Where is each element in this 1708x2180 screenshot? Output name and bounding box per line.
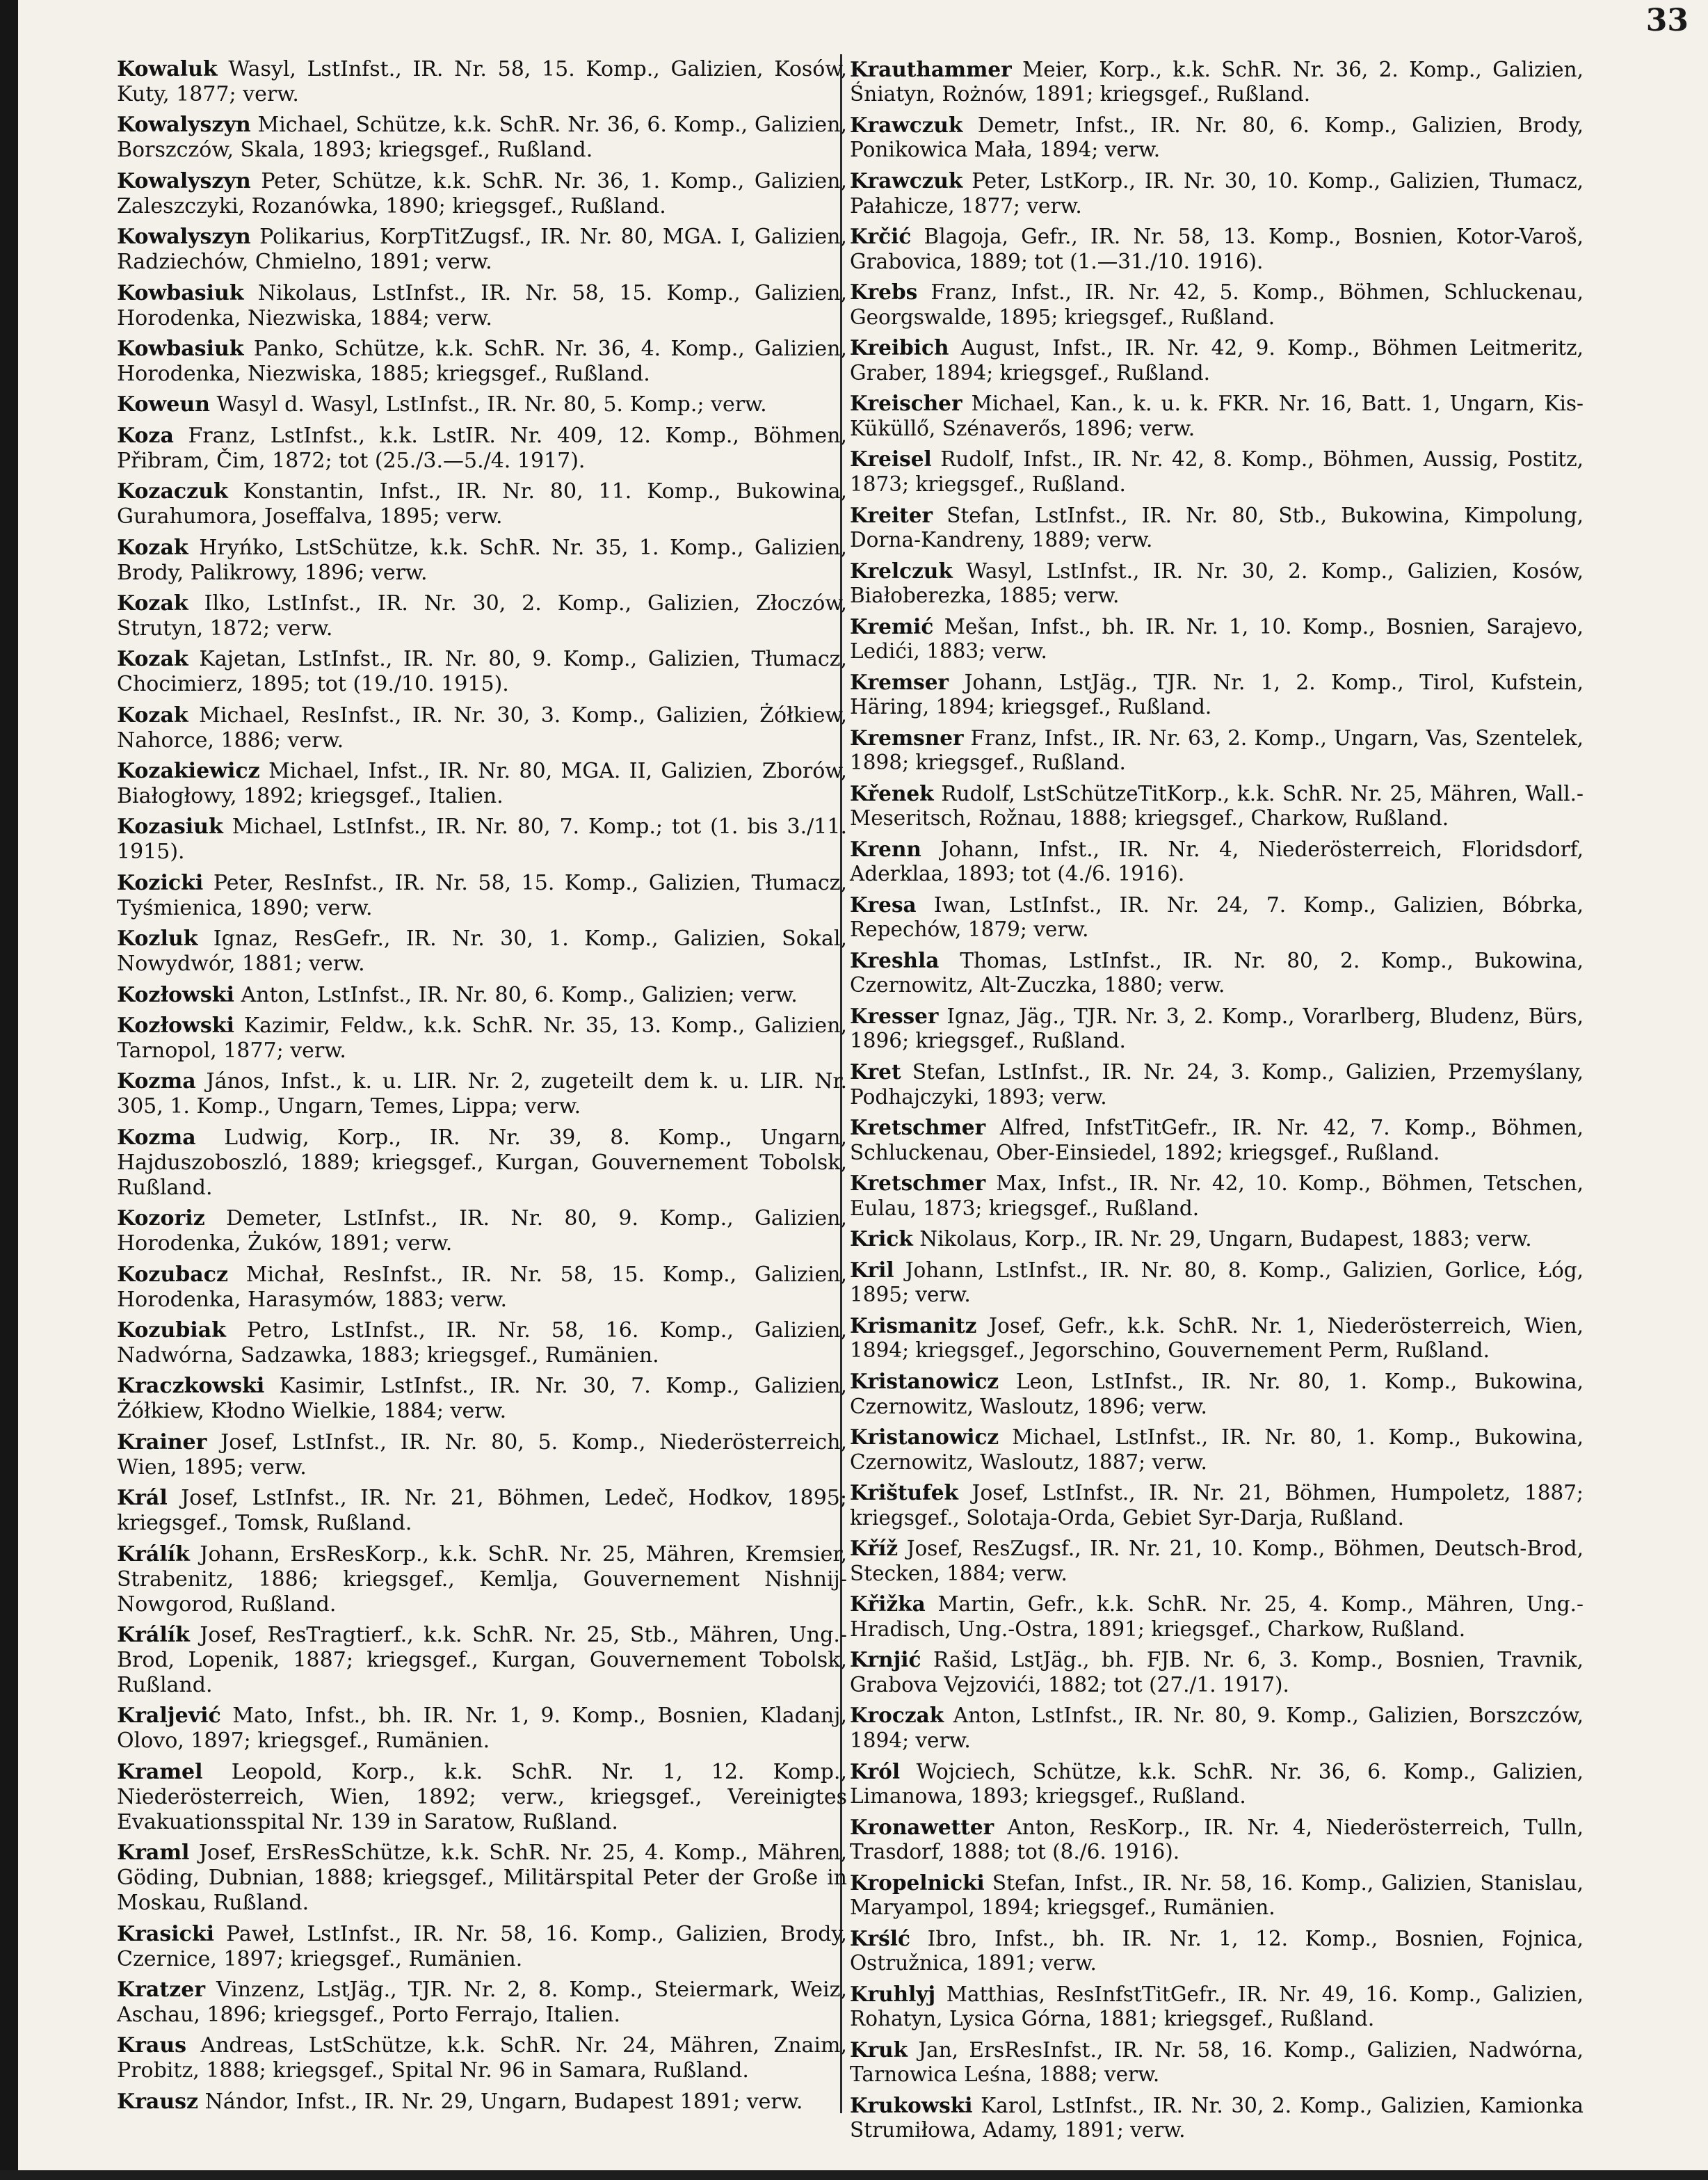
list-item — [117, 392, 847, 417]
entry-surname: Kroczak — [850, 1703, 944, 1728]
entry-details: Johann, LstInfst., IR. Nr. 80, 8. Komp., Galizien, Gorlice, Łóg, 1895; verw. — [850, 1258, 1584, 1307]
entry-surname: Kowbasiuk — [117, 336, 244, 361]
left-column — [117, 57, 847, 2120]
list-item — [117, 1374, 847, 1424]
entry-details: Wasyl, LstInfst., IR. Nr. 58, 15. Komp., Galizien, Kosów, Kuty, 1877; verw. — [117, 57, 847, 106]
entry-details: Franz, Infst., IR. Nr. 42, 5. Komp., Böhmen, Schluckenau, Georgswalde, 1895; kriegsgef., Rußland. — [850, 280, 1584, 329]
entry-surname: Kremsner — [850, 725, 964, 750]
entry-surname: Kozoriz — [117, 1206, 205, 1231]
list-item — [850, 1759, 1584, 1809]
entry-details: Polikarius, KorpTitZugsf., IR. Nr. 80, MGA. I, Galizien, Radziechów, Chmielno, 1891; verw. — [117, 225, 847, 275]
entry-details: Michał, ResInfst., IR. Nr. 58, 15. Komp., Galizien, Horodenka, Harasymów, 1883; verw. — [117, 1262, 847, 1312]
entry-surname: Kowalyszyn — [117, 113, 251, 138]
entry-details: Michael, Schütze, k.k. SchR. Nr. 36, 6. Komp., Galizien, Borszczów, Skala, 1893; kriegsgef., Rußland. — [117, 113, 847, 163]
entry-surname: Kreischer — [850, 391, 962, 416]
entry-details: Michael, LstInfst., IR. Nr. 80, 1. Komp., Bukowina, Czernowitz, Wasloutz, 1887; verw. — [850, 1425, 1584, 1474]
entry-surname: Kozubacz — [117, 1262, 228, 1287]
entry-details: Anton, ResKorp., IR. Nr. 4, Niederösterreich, Tulln, Trasdorf, 1888; tot (8./6. 1916). — [850, 1815, 1584, 1864]
scan-left-edge — [0, 0, 18, 2180]
list-item — [117, 1430, 847, 1480]
entry-surname: Kowaluk — [117, 57, 218, 81]
list-item — [850, 224, 1584, 274]
entry-details: Josef, ErsResSchütze, k.k. SchR. Nr. 25, 4. Komp., Mähren, Göding, Dubnian, 1888; kriegsgef., Militärspital Peter der Große in Moskau, Rußland. — [117, 1841, 847, 1916]
list-item — [117, 927, 847, 977]
entry-details: Johann, ErsResKorp., k.k. SchR. Nr. 25, Mähren, Kremsier, Strabenitz, 1886; kriegsgef., Kemlja, Gouvernement Nishnij-Nowgorod, Rußland. — [117, 1541, 847, 1617]
entry-surname: Kozma — [117, 1069, 196, 1094]
entry-details: Stefan, LstInfst., IR. Nr. 80, Stb., Bukowina, Kimpolung, Dorna-Kandreny, 1889; verw. — [850, 503, 1584, 552]
list-item — [117, 1263, 847, 1313]
entry-surname: Kretschmer — [850, 1115, 986, 1140]
entry-details: Kasimir, LstInfst., IR. Nr. 30, 7. Komp., Galizien, Żółkiew, Kłodno Wielkie, 1884; verw. — [117, 1374, 847, 1424]
entry-details: Josef, ResTragtierf., k.k. SchR. Nr. 25, Stb., Mähren, Ung.-Brod, Lopenik, 1887; kriegsgef., Kurgan, Gouvernement Tobolsk, Rußland. — [117, 1622, 848, 1697]
entry-details: Wasyl, LstInfst., IR. Nr. 30, 2. Komp., Galizien, Kosów, Białoberezka, 1885; verw. — [850, 559, 1584, 607]
list-item — [850, 670, 1584, 720]
entry-surname: Kozakiewicz — [117, 759, 260, 784]
list-item — [117, 2033, 847, 2083]
entry-surname: Krauthammer — [850, 57, 1012, 81]
entry-surname: Koweun — [117, 392, 210, 417]
list-item — [117, 591, 847, 641]
list-item — [850, 113, 1584, 163]
list-item — [117, 871, 847, 921]
list-item — [117, 703, 847, 753]
entry-details: Panko, Schütze, k.k. SchR. Nr. 36, 4. Komp., Galizien, Horodenka, Niezwiska, 1885; kriegsgef., Rußland. — [117, 336, 847, 386]
entry-surname: Krenn — [850, 836, 921, 861]
list-item — [117, 1623, 847, 1698]
list-item — [850, 280, 1584, 330]
entry-surname: Kozasiuk — [117, 815, 223, 840]
entry-surname: Kropelnicki — [850, 1870, 985, 1895]
list-item — [117, 1704, 847, 1754]
entry-details: Stefan, Infst., IR. Nr. 58, 16. Komp., Galizien, Stanislau, Maryampol, 1894; kriegsgef., Rumänien. — [850, 1870, 1584, 1920]
entry-surname: Kraljević — [117, 1704, 221, 1729]
entry-details: Michael, Kan., k. u. k. FKR. Nr. 16, Batt. 1, Ungarn, Kis-Küküllő, Szénaverős, 1896; verw. — [850, 392, 1584, 440]
list-item — [850, 1369, 1584, 1419]
list-item — [850, 57, 1584, 107]
entry-details: Matthias, ResInfstTitGefr., IR. Nr. 49, 16. Komp., Galizien, Rohatyn, Lysica Górna, 1881; kriegsgef., Rußland. — [850, 1982, 1584, 2031]
entry-details: Nikolaus, LstInfst., IR. Nr. 58, 15. Komp., Galizien, Horodenka, Niezwiska, 1884; verw. — [117, 280, 847, 330]
list-item — [117, 647, 847, 697]
list-item — [850, 1171, 1584, 1221]
list-item — [850, 1059, 1584, 1109]
entry-details: Martin, Gefr., k.k. SchR. Nr. 25, 4. Komp., Mähren, Ung.-Hradisch, Ung.-Ostra, 1891; kriegsgef., Charkow, Rußland. — [850, 1592, 1584, 1641]
entry-details: Johann, LstJäg., TJR. Nr. 1, 2. Komp., Tirol, Kufstein, Häring, 1894; kriegsgef., Rußland. — [850, 670, 1584, 719]
entry-details: Petro, LstInfst., IR. Nr. 58, 16. Komp., Galizien, Nadwórna, Sadzawka, 1883; kriegsgef., Rumänien. — [117, 1317, 847, 1368]
entry-surname: Kozłowski — [117, 1013, 234, 1039]
list-item — [850, 1004, 1584, 1054]
list-item — [117, 1760, 847, 1835]
list-item — [850, 1703, 1584, 1753]
list-item — [117, 2090, 847, 2115]
list-item — [850, 614, 1584, 664]
entry-details: Rudolf, Infst., IR. Nr. 42, 8. Komp., Böhmen, Aussig, Postitz, 1873; kriegsgef., Rußland. — [850, 447, 1584, 496]
list-item — [850, 1226, 1584, 1251]
entry-details: Ignaz, ResGefr., IR. Nr. 30, 1. Komp., Galizien, Sokal, Nowydwór, 1881; verw. — [117, 927, 847, 977]
entry-surname: Kraml — [117, 1841, 190, 1866]
entry-details: Peter, Schütze, k.k. SchR. Nr. 36, 1. Komp., Galizien, Zaleszczyki, Rozanówka, 1890; kriegsgef., Rußland. — [117, 168, 847, 218]
entry-surname: Kremić — [850, 614, 934, 639]
entry-surname: Kowalyszyn — [117, 168, 251, 193]
entry-details: Max, Infst., IR. Nr. 42, 10. Komp., Böhmen, Tetschen, Eulau, 1873; kriegsgef., Rußland. — [850, 1171, 1584, 1220]
list-item — [117, 1542, 847, 1617]
entry-surname: Kruk — [850, 2037, 908, 2062]
entry-surname: Kozluk — [117, 927, 198, 952]
entry-surname: Kreiter — [850, 502, 933, 527]
entry-surname: Kozaczuk — [117, 479, 228, 504]
entry-details: Mato, Infst., bh. IR. Nr. 1, 9. Komp., Bosnien, Kladanj, Olovo, 1897; kriegsgef., Rumänien. — [117, 1704, 847, 1754]
list-item — [850, 1647, 1584, 1697]
entry-surname: Krnjić — [850, 1647, 921, 1672]
entry-surname: Krasicki — [117, 1921, 215, 1946]
list-item — [850, 1480, 1584, 1530]
entry-surname: Krślć — [850, 1925, 910, 1950]
list-item — [117, 1069, 847, 1119]
entry-details: Leopold, Korp., k.k. SchR. Nr. 1, 12. Komp., Niederösterreich, Wien, 1892; verw., kriegsgef., Vereinigtes Evakuationsspital Nr. 139 in Saratow, Rußland. — [117, 1759, 847, 1834]
entry-surname: Králík — [117, 1622, 190, 1647]
entry-details: Nándor, Infst., IR. Nr. 29, Ungarn, Budapest 1891; verw. — [204, 2089, 803, 2114]
entry-surname: Kříž — [850, 1536, 899, 1561]
entry-details: Josef, LstInfst., IR. Nr. 21, Böhmen, Humpoletz, 1887; kriegsgef., Solotaja-Orda, Gebiet Syr-Darja, Rußland. — [850, 1481, 1584, 1530]
entry-surname: Król — [850, 1758, 901, 1784]
entry-details: Vinzenz, LstJäg., TJR. Nr. 2, 8. Komp., Steiermark, Weiz, Aschau, 1896; kriegsgef., Porto Ferrajo, Italien. — [117, 1977, 847, 2027]
list-item — [117, 424, 847, 474]
list-item — [850, 1425, 1584, 1475]
entry-details: Alfred, InfstTitGefr., IR. Nr. 42, 7. Komp., Böhmen, Schluckenau, Ober-Einsiedel, 1892; kriegsgef., Rußland. — [850, 1116, 1584, 1164]
entry-details: Wojciech, Schütze, k.k. SchR. Nr. 36, 6. Komp., Galizien, Limanowa, 1893; kriegsgef., Rußland. — [850, 1759, 1584, 1808]
entry-details: Kajetan, LstInfst., IR. Nr. 80, 9. Komp., Galizien, Tłumacz, Chocimierz, 1895; tot (19./10. 1915). — [117, 647, 847, 697]
entry-details: Ilko, LstInfst., IR. Nr. 30, 2. Komp., Galizien, Złoczów, Strutyn, 1872; verw. — [117, 591, 847, 641]
entry-surname: Kraus — [117, 2033, 187, 2058]
entry-surname: Král — [117, 1486, 168, 1511]
entry-surname: Krawczuk — [850, 168, 963, 193]
entry-surname: Kreshla — [850, 948, 940, 972]
list-item — [850, 559, 1584, 609]
entry-surname: Koza — [117, 423, 174, 448]
list-item — [117, 1486, 847, 1536]
entry-surname: Krebs — [850, 280, 918, 305]
entry-details: Josef, Gefr., k.k. SchR. Nr. 1, Niederösterreich, Wien, 1894; kriegsgef., Jegorschino, Gouvernement Perm, Rußland. — [850, 1314, 1584, 1363]
entry-details: Ignaz, Jäg., TJR. Nr. 3, 2. Komp., Vorarlberg, Bludenz, Bürs, 1896; kriegsgef., Rußland. — [850, 1004, 1584, 1053]
entry-surname: Krawczuk — [850, 113, 963, 138]
entry-details: Josef, LstInfst., IR. Nr. 80, 5. Komp., Niederösterreich, Wien, 1895; verw. — [117, 1429, 847, 1480]
list-item — [117, 983, 847, 1008]
entry-surname: Kraczkowski — [117, 1374, 265, 1399]
entry-surname: Kozak — [117, 703, 188, 728]
entry-details: Hryńko, LstSchütze, k.k. SchR. Nr. 35, 1. Komp., Galizien, Brody, Palikrowy, 1896; verw. — [117, 535, 847, 585]
list-item — [850, 1870, 1584, 1921]
entry-details: Meier, Korp., k.k. SchR. Nr. 36, 2. Komp., Galizien, Śniatyn, Rożnów, 1891; kriegsgef., Rußland. — [850, 58, 1584, 106]
entry-surname: Kruhlyj — [850, 1981, 936, 2006]
list-item — [117, 113, 847, 163]
entry-surname: Křižka — [850, 1592, 926, 1617]
list-item — [850, 726, 1584, 776]
entry-details: Wasyl d. Wasyl, LstInfst., IR. Nr. 80, 5. Komp.; verw. — [216, 392, 767, 417]
entry-surname: Kowalyszyn — [117, 225, 251, 250]
list-item — [117, 1978, 847, 2028]
entry-surname: Kretschmer — [850, 1171, 986, 1196]
list-item — [117, 479, 847, 529]
entry-surname: Krištufek — [850, 1480, 958, 1505]
entry-surname: Kozak — [117, 591, 188, 616]
entry-surname: Kronawetter — [850, 1814, 994, 1839]
list-item — [850, 168, 1584, 218]
entry-details: Josef, ResZugsf., IR. Nr. 21, 10. Komp., Böhmen, Deutsch-Brod, Stecken, 1884; verw. — [850, 1537, 1584, 1585]
list-item — [850, 1115, 1584, 1165]
entry-details: Nikolaus, Korp., IR. Nr. 29, Ungarn, Budapest, 1883; verw. — [919, 1227, 1532, 1251]
entry-surname: Kret — [850, 1059, 901, 1084]
entry-surname: Kozłowski — [117, 982, 234, 1007]
entry-details: Anton, LstInfst., IR. Nr. 80, 9. Komp., Galizien, Borszczów, 1894; verw. — [850, 1704, 1584, 1752]
entry-surname: Kresser — [850, 1004, 939, 1029]
entry-surname: Krausz — [117, 2089, 199, 2114]
entry-details: Peter, LstKorp., IR. Nr. 30, 10. Komp., Galizien, Tłumacz, Pałahicze, 1877; verw. — [850, 169, 1584, 218]
list-item — [850, 1926, 1584, 1976]
entry-surname: Krelczuk — [850, 558, 953, 583]
list-item — [117, 225, 847, 275]
entry-details: Paweł, LstInfst., IR. Nr. 58, 16. Komp., Galizien, Brody, Czernice, 1897; kriegsgef., Rumänien. — [117, 1921, 847, 1971]
entry-details: Rudolf, LstSchützeTitKorp., k.k. SchR. Nr. 25, Mähren, Wall.-Meseritsch, Rožnau, 1888; kriegsgef., Charkow, Rußland. — [850, 781, 1584, 831]
entry-surname: Krismanitz — [850, 1313, 977, 1338]
list-item — [850, 2037, 1584, 2087]
entry-details: Demeter, LstInfst., IR. Nr. 80, 9. Komp., Galizien, Horodenka, Żuków, 1891; verw. — [117, 1206, 847, 1256]
entry-details: Johann, Infst., IR. Nr. 4, Niederösterreich, Floridsdorf, Aderklaa, 1893; tot (4./6. 1916). — [850, 837, 1584, 886]
entry-surname: Kresa — [850, 892, 917, 917]
entry-surname: Krukowski — [850, 2092, 973, 2117]
list-item — [850, 1536, 1584, 1586]
list-item — [850, 1258, 1584, 1308]
entry-surname: Kril — [850, 1257, 894, 1282]
entry-surname: Kreibich — [850, 335, 949, 360]
list-item — [117, 169, 847, 219]
entry-details: Andreas, LstSchütze, k.k. SchR. Nr. 24, Mähren, Znaim, Probitz, 1888; kriegsgef., Spital Nr. 96 in Samara, Rußland. — [117, 2033, 847, 2083]
list-item — [850, 1592, 1584, 1642]
entry-details: Ludwig, Korp., IR. Nr. 39, 8. Komp., Ungarn, Hajduszoboszló, 1889; kriegsgef., Kurgan, Gouvernement Tobolsk, Rußland. — [117, 1125, 847, 1200]
list-item — [117, 815, 847, 865]
list-item — [117, 57, 847, 107]
entry-details: Michael, Infst., IR. Nr. 80, MGA. II, Galizien, Zborów, Białogłowy, 1892; kriegsgef., Italien. — [117, 759, 847, 809]
entry-details: Kazimir, Feldw., k.k. SchR. Nr. 35, 13. Komp., Galizien, Tarnopol, 1877; verw. — [117, 1013, 848, 1064]
list-item — [117, 1206, 847, 1256]
entry-details: Leon, LstInfst., IR. Nr. 80, 1. Komp., Bukowina, Czernowitz, Wasloutz, 1896; verw. — [850, 1370, 1584, 1418]
entry-details: Jan, ErsResInfst., IR. Nr. 58, 16. Komp., Galizien, Nadwórna, Tarnowica Leśna, 1888; verw. — [850, 2037, 1584, 2087]
list-item — [850, 335, 1584, 385]
entry-details: August, Infst., IR. Nr. 42, 9. Komp., Böhmen Leitmeritz, Graber, 1894; kriegsgef., Rußland. — [850, 336, 1584, 385]
list-item — [850, 1815, 1584, 1865]
entry-surname: Kratzer — [117, 1977, 206, 2002]
list-item — [117, 1318, 847, 1368]
entry-surname: Kozak — [117, 647, 188, 672]
entry-details: Iwan, LstInfst., IR. Nr. 24, 7. Komp., Galizien, Bóbrka, Repechów, 1879; verw. — [850, 892, 1584, 942]
entry-surname: Kristanowicz — [850, 1425, 999, 1450]
list-item — [850, 503, 1584, 553]
entry-surname: Krčić — [850, 224, 912, 249]
entry-surname: Krick — [850, 1226, 913, 1251]
entry-surname: Kowbasiuk — [117, 280, 244, 305]
entry-details: Thomas, LstInfst., IR. Nr. 80, 2. Komp., Bukowina, Czernowitz, Alt-Zuczka, 1880; verw. — [850, 949, 1584, 997]
entry-surname: Kozma — [117, 1125, 196, 1150]
entry-surname: Kozak — [117, 535, 188, 560]
entry-details: Stefan, LstInfst., IR. Nr. 24, 3. Komp., Galizien, Przemyślany, Podhajczyki, 1893; verw. — [850, 1060, 1584, 1109]
scan-bottom-edge — [0, 2170, 1708, 2180]
list-item — [117, 536, 847, 586]
entry-details: Rašid, LstJäg., bh. FJB. Nr. 6, 3. Komp., Bosnien, Travnik, Grabova Vejzovići, 1882; tot (27./1. 1917). — [850, 1648, 1584, 1697]
entry-details: Michael, ResInfst., IR. Nr. 30, 3. Komp., Galizien, Żółkiew, Nahorce, 1886; verw. — [117, 703, 847, 753]
entry-details: Karol, LstInfst., IR. Nr. 30, 2. Komp., Galizien, Kamionka Strumiłowa, Adamy, 1891; verw. — [850, 2093, 1584, 2142]
entry-details: János, Infst., k. u. LIR. Nr. 2, zugeteilt dem k. u. LIR. Nr. 305, 1. Komp., Ungarn, Temes, Lippa; verw. — [117, 1069, 847, 1119]
entry-details: Josef, LstInfst., IR. Nr. 21, Böhmen, Ledeč, Hodkov, 1895; kriegsgef., Tomsk, Rußland. — [117, 1486, 847, 1536]
entry-surname: Kozicki — [117, 870, 204, 895]
list-item — [117, 1922, 847, 1972]
list-item — [850, 837, 1584, 887]
entry-details: Blagoja, Gefr., IR. Nr. 58, 13. Komp., Bosnien, Kotor-Varoš, Grabovica, 1889; tot (1.—31./10. 1916). — [850, 225, 1584, 273]
list-item — [117, 1125, 847, 1201]
list-item — [850, 948, 1584, 998]
list-item — [117, 759, 847, 809]
entry-details: Ibro, Infst., bh. IR. Nr. 1, 12. Komp., Bosnien, Fojnica, Ostružnica, 1891; verw. — [850, 1926, 1584, 1975]
entry-details: Mešan, Infst., bh. IR. Nr. 1, 10. Komp., Bosnien, Sarajevo, Ledići, 1883; verw. — [850, 614, 1584, 664]
entry-details: Anton, LstInfst., IR. Nr. 80, 6. Komp., Galizien; verw. — [241, 982, 798, 1007]
entry-surname: Králík — [117, 1541, 190, 1566]
list-item — [850, 1313, 1584, 1363]
list-item — [850, 892, 1584, 943]
list-item — [850, 391, 1584, 441]
entry-surname: Křenek — [850, 780, 934, 806]
entry-details: Demetr, Infst., IR. Nr. 80, 6. Komp., Galizien, Brody, Ponikowica Mała, 1894; verw. — [850, 113, 1584, 162]
list-item — [117, 1841, 847, 1916]
entry-details: Franz, LstInfst., k.k. LstIR. Nr. 409, 12. Komp., Böhmen, Přibram, Čim, 1872; tot (25./3.—5./4. 1917). — [117, 423, 847, 473]
entry-surname: Kremser — [850, 669, 949, 694]
entry-details: Michael, LstInfst., IR. Nr. 80, 7. Komp.; tot (1. bis 3./11. 1915). — [117, 815, 847, 865]
entry-surname: Krainer — [117, 1429, 207, 1454]
list-item — [850, 447, 1584, 497]
list-item — [117, 281, 847, 331]
list-item — [850, 1982, 1584, 2032]
entry-surname: Kramel — [117, 1759, 203, 1784]
entry-details: Konstantin, Infst., IR. Nr. 80, 11. Komp., Bukowina, Gurahumora, Joseffalva, 1895; verw. — [117, 479, 847, 529]
right-column — [850, 57, 1584, 2149]
entry-surname: Kreisel — [850, 447, 932, 472]
entry-surname: Kristanowicz — [850, 1369, 999, 1394]
entry-details: Franz, Infst., IR. Nr. 63, 2. Komp., Ungarn, Vas, Szentelek, 1898; kriegsgef., Rußland. — [850, 726, 1584, 775]
list-item — [117, 337, 847, 387]
entry-details: Peter, ResInfst., IR. Nr. 58, 15. Komp., Galizien, Tłumacz, Tyśmienica, 1890; verw. — [117, 870, 847, 920]
list-item — [850, 2093, 1584, 2143]
page-number: 33 — [1645, 3, 1689, 38]
entry-surname: Kozubiak — [117, 1317, 226, 1343]
list-item — [850, 781, 1584, 831]
list-item — [117, 1013, 847, 1064]
